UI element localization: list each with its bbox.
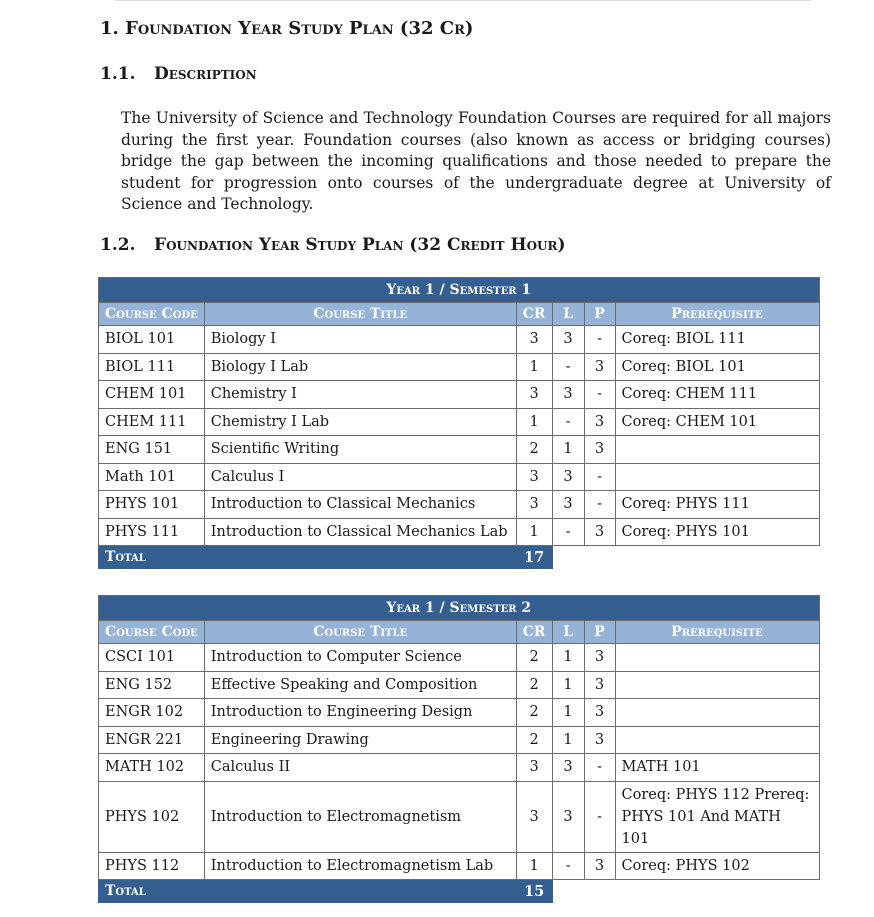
course-lecture: - [552, 852, 584, 880]
course-credits: 1 [516, 408, 552, 436]
course-code: ENG 152 [99, 671, 205, 699]
course-prereq: Coreq: PHYS 112 Prereq: PHYS 101 And MATH 101 [615, 781, 819, 852]
course-practical: 3 [584, 699, 615, 727]
course-lecture: 1 [552, 699, 584, 727]
course-practical: 3 [584, 518, 615, 546]
semester-title: Year 1 / Semester 2 [99, 596, 820, 621]
course-practical: 3 [584, 671, 615, 699]
section-number: 1.2. [100, 235, 136, 255]
col-header-code: Course Code [99, 621, 205, 644]
course-practical: - [584, 491, 615, 519]
course-credits: 2 [516, 726, 552, 754]
course-prereq: Coreq: CHEM 101 [615, 408, 819, 436]
course-title: Introduction to Classical Mechanics Lab [204, 518, 516, 546]
semester-2-table [98, 595, 820, 903]
col-header-title: Course Title [204, 621, 516, 644]
heading-number: 1. [100, 18, 119, 39]
section-heading-description [100, 64, 257, 84]
course-practical: - [584, 781, 615, 852]
course-prereq [615, 436, 819, 464]
col-header-l: L [552, 303, 584, 326]
course-practical: - [584, 326, 615, 354]
course-practical: 3 [584, 436, 615, 464]
course-practical: 3 [584, 852, 615, 880]
course-prereq: Coreq: CHEM 111 [615, 381, 819, 409]
column-header-row [99, 621, 820, 644]
total-credits: 15 [516, 880, 552, 903]
course-lecture: - [552, 518, 584, 546]
course-lecture: 1 [552, 671, 584, 699]
course-credits: 3 [516, 781, 552, 852]
course-credits: 3 [516, 463, 552, 491]
course-practical: 3 [584, 353, 615, 381]
course-title: Scientific Writing [204, 436, 516, 464]
col-header-prereq: Prerequisite [615, 621, 819, 644]
total-spacer [552, 546, 819, 569]
course-title: Chemistry I [204, 381, 516, 409]
course-prereq: MATH 101 [615, 754, 819, 782]
course-code: CHEM 111 [99, 408, 205, 436]
course-credits: 2 [516, 436, 552, 464]
course-credits: 2 [516, 671, 552, 699]
course-title: Calculus I [204, 463, 516, 491]
course-prereq [615, 699, 819, 727]
course-lecture: 3 [552, 326, 584, 354]
course-lecture: 1 [552, 726, 584, 754]
course-credits: 3 [516, 754, 552, 782]
course-lecture: 1 [552, 436, 584, 464]
col-header-code: Course Code [99, 303, 205, 326]
page-title [100, 18, 473, 39]
col-header-title: Course Title [204, 303, 516, 326]
total-spacer [552, 880, 819, 903]
course-title: Introduction to Classical Mechanics [204, 491, 516, 519]
course-credits: 1 [516, 353, 552, 381]
section-title: Foundation Year Study Plan (32 Credit Hour) [154, 235, 566, 255]
course-title: Engineering Drawing [204, 726, 516, 754]
course-code: CSCI 101 [99, 644, 205, 672]
course-title: Calculus II [204, 754, 516, 782]
course-credits: 1 [516, 518, 552, 546]
course-lecture: 3 [552, 754, 584, 782]
course-credits: 3 [516, 326, 552, 354]
course-title: Biology I Lab [204, 353, 516, 381]
course-lecture: - [552, 408, 584, 436]
description-paragraph: The University of Science and Technology Foundation Courses are required for all majors during the first year. Foundation courses (also known as access or bridging courses) bridge the gap between the incoming qualifications and those needed to prepare the student for progression onto courses of the undergraduate degree at University of Science and Technology. [121, 109, 831, 214]
course-prereq: Coreq: BIOL 111 [615, 326, 819, 354]
course-lecture: 3 [552, 781, 584, 852]
total-row [99, 880, 820, 903]
course-code: PHYS 102 [99, 781, 205, 852]
course-prereq: Coreq: PHYS 102 [615, 852, 819, 880]
course-prereq: Coreq: BIOL 101 [615, 353, 819, 381]
table-row [99, 408, 820, 436]
col-header-p: P [584, 621, 615, 644]
table-row [99, 518, 820, 546]
course-credits: 1 [516, 852, 552, 880]
course-practical: - [584, 381, 615, 409]
section-number: 1.1. [100, 64, 136, 84]
course-lecture: 1 [552, 644, 584, 672]
course-title: Introduction to Engineering Design [204, 699, 516, 727]
total-credits: 17 [516, 546, 552, 569]
heading-title: Foundation Year Study Plan (32 Cr) [125, 18, 474, 39]
table-row [99, 671, 820, 699]
semester-1-table [98, 277, 820, 569]
course-credits: 2 [516, 699, 552, 727]
course-code: BIOL 111 [99, 353, 205, 381]
course-practical: 3 [584, 644, 615, 672]
course-code: PHYS 112 [99, 852, 205, 880]
table-row [99, 353, 820, 381]
course-code: PHYS 111 [99, 518, 205, 546]
course-code: BIOL 101 [99, 326, 205, 354]
course-title: Introduction to Computer Science [204, 644, 516, 672]
course-code: ENGR 221 [99, 726, 205, 754]
col-header-cr: CR [516, 303, 552, 326]
course-credits: 3 [516, 491, 552, 519]
course-prereq [615, 671, 819, 699]
table-row [99, 381, 820, 409]
course-code: PHYS 101 [99, 491, 205, 519]
course-lecture: - [552, 353, 584, 381]
section-title: Description [154, 64, 257, 84]
semester-title: Year 1 / Semester 1 [99, 278, 820, 303]
course-code: CHEM 101 [99, 381, 205, 409]
table-row [99, 726, 820, 754]
table-row [99, 699, 820, 727]
course-practical: - [584, 463, 615, 491]
course-prereq [615, 463, 819, 491]
table-row [99, 436, 820, 464]
course-title: Chemistry I Lab [204, 408, 516, 436]
course-credits: 3 [516, 381, 552, 409]
course-code: Math 101 [99, 463, 205, 491]
course-lecture: 3 [552, 381, 584, 409]
table-row [99, 754, 820, 782]
total-label: Total [99, 546, 517, 569]
total-row [99, 546, 820, 569]
course-title: Biology I [204, 326, 516, 354]
course-prereq [615, 726, 819, 754]
table-row [99, 852, 820, 880]
col-header-l: L [552, 621, 584, 644]
table-title-row [99, 596, 820, 621]
table-row [99, 326, 820, 354]
course-practical: - [584, 754, 615, 782]
col-header-cr: CR [516, 621, 552, 644]
table-row [99, 644, 820, 672]
course-practical: 3 [584, 408, 615, 436]
course-prereq: Coreq: PHYS 101 [615, 518, 819, 546]
table-row [99, 781, 820, 852]
course-code: MATH 102 [99, 754, 205, 782]
col-header-prereq: Prerequisite [615, 303, 819, 326]
course-code: ENG 151 [99, 436, 205, 464]
course-prereq: Coreq: PHYS 111 [615, 491, 819, 519]
course-title: Effective Speaking and Composition [204, 671, 516, 699]
course-lecture: 3 [552, 491, 584, 519]
table-title-row [99, 278, 820, 303]
table-row [99, 463, 820, 491]
course-prereq [615, 644, 819, 672]
course-title: Introduction to Electromagnetism Lab [204, 852, 516, 880]
course-practical: 3 [584, 726, 615, 754]
table-row [99, 491, 820, 519]
total-label: Total [99, 880, 517, 903]
col-header-p: P [584, 303, 615, 326]
course-lecture: 3 [552, 463, 584, 491]
column-header-row [99, 303, 820, 326]
top-divider [115, 0, 811, 1]
course-code: ENGR 102 [99, 699, 205, 727]
course-credits: 2 [516, 644, 552, 672]
course-title: Introduction to Electromagnetism [204, 781, 516, 852]
section-heading-study-plan [100, 235, 566, 255]
